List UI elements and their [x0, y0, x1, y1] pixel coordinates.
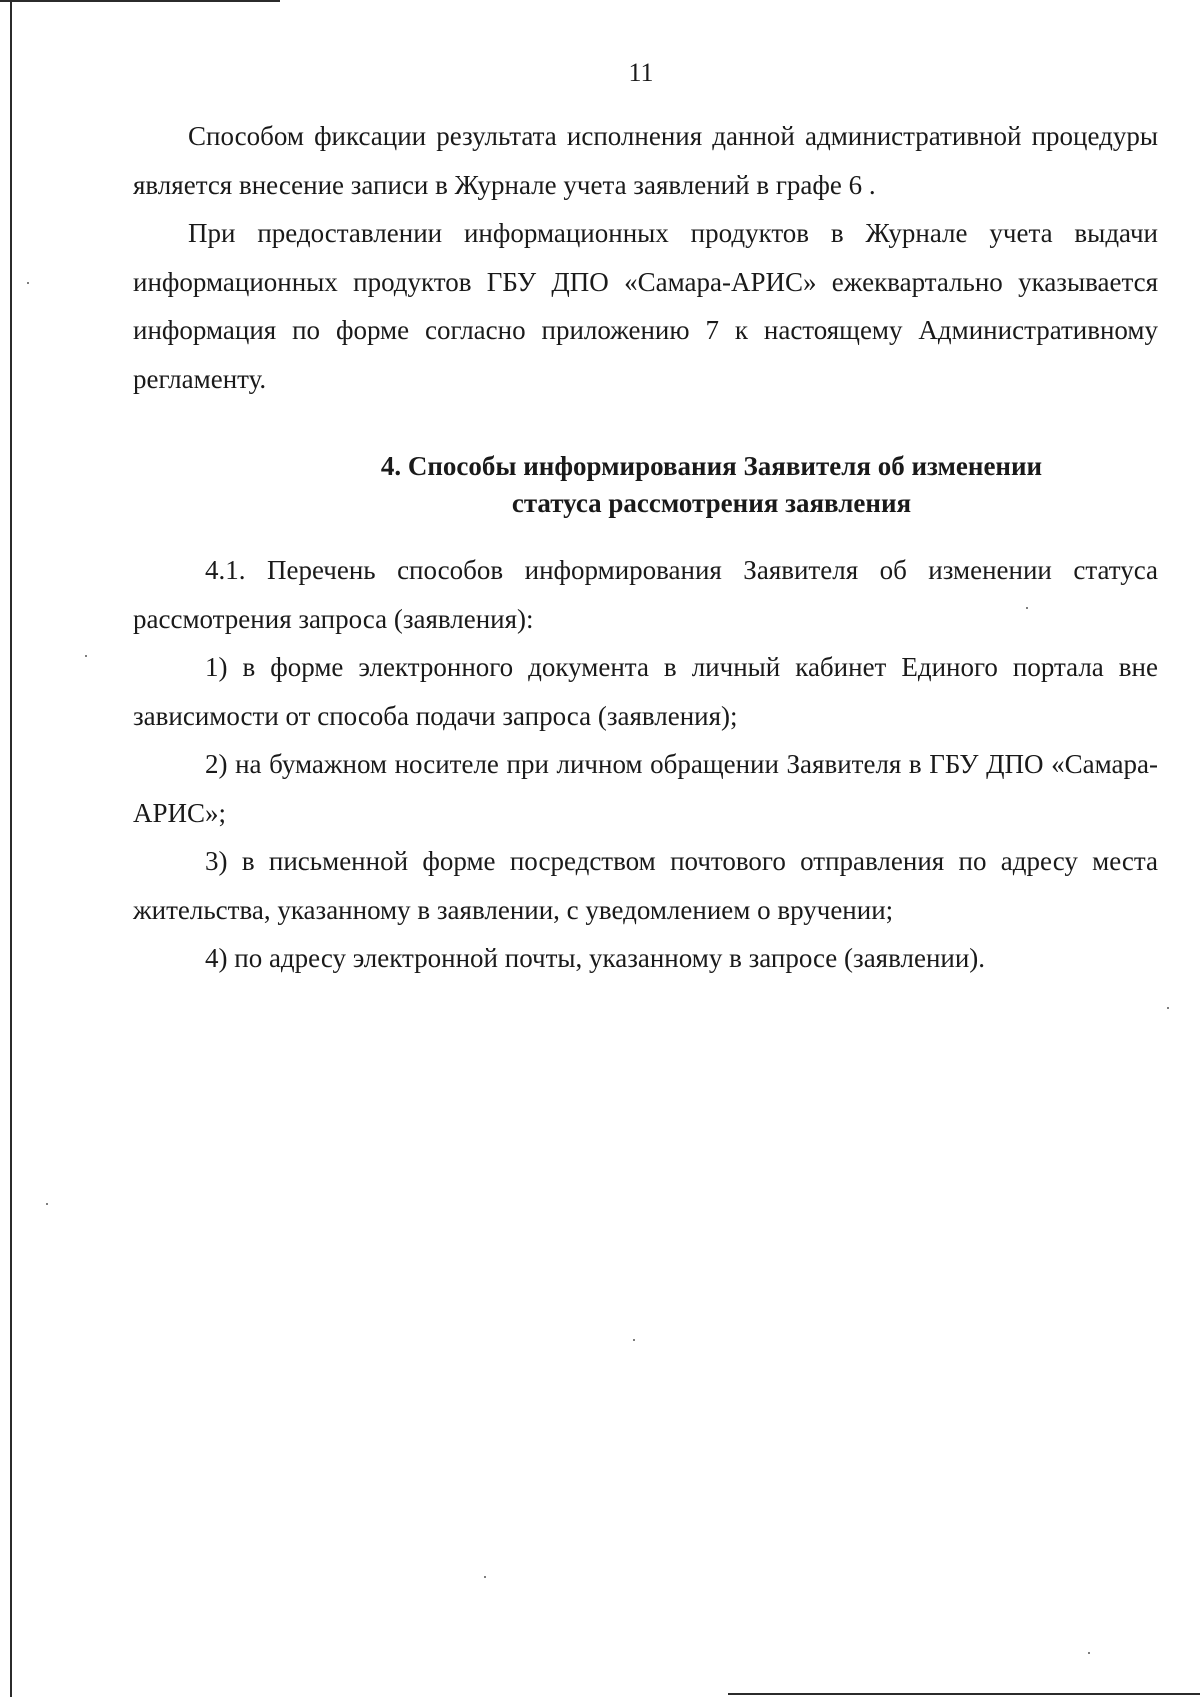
paragraph-journal-info: При предоставлении информационных продуктов в Журнале учета выдачи информационных продуктов ГБУ ДПО «Самара-АРИС» ежеквартально указывается информация по форме согласно приложению 7 к настоящему Административному регламенту. [133, 218, 1158, 394]
scan-speck [484, 1576, 486, 1578]
scan-speck [85, 655, 87, 657]
list-item: 1) в форме электронного документа в личный кабинет Единого портала вне зависимости от способа подачи запроса (заявления); [133, 652, 1158, 731]
list-item: 4) по адресу электронной почты, указанному в запросе (заявлении). [205, 943, 986, 973]
scan-speck [27, 282, 29, 284]
list-item: 3) в письменной форме посредством почтового отправления по адресу места жительства, указанному в заявлении, с уведомлением о вручении; [133, 846, 1158, 925]
scan-border-top [0, 0, 280, 2]
section-heading-line-2: статуса рассмотрения заявления [511, 488, 912, 518]
scan-speck [633, 1339, 635, 1341]
scan-speck [1167, 1007, 1169, 1009]
document-body [133, 112, 1158, 983]
paragraph-fixation-method: Способом фиксации результата исполнения данной административной процедуры является внесение записи в Журнале учета заявлений в графе 6 . [133, 121, 1158, 200]
scan-speck [46, 1203, 48, 1205]
page-number: 11 [628, 58, 654, 87]
section-heading [133, 448, 1158, 522]
scan-border-bottom [728, 1693, 1200, 1695]
section-heading-line-1: 4. Способы информирования Заявителя об изменении [380, 451, 1043, 481]
paragraph-4-1-intro: 4.1. Перечень способов информирования Заявителя об изменении статуса рассмотрения запроса (заявления): [133, 555, 1158, 634]
scan-speck [1088, 1652, 1090, 1654]
list-item: 2) на бумажном носителе при личном обращении Заявителя в ГБУ ДПО «Самара-АРИС»; [133, 749, 1158, 828]
scan-border-left [10, 0, 12, 1697]
